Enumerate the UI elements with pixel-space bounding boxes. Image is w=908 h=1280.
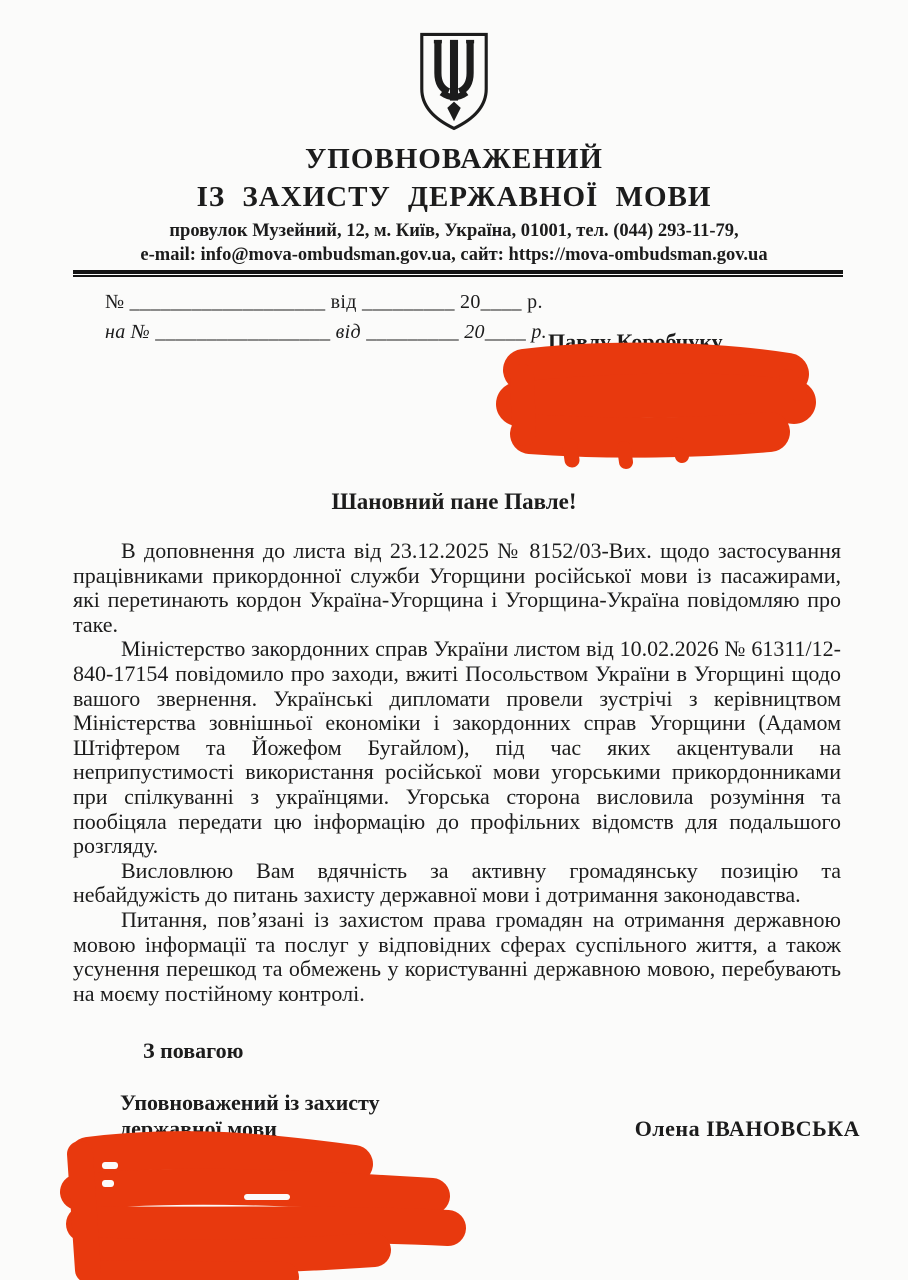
signer-title-line2: державної мови — [120, 1116, 277, 1142]
letterhead — [0, 0, 908, 267]
ukraine-trident-emblem-icon — [0, 30, 908, 137]
addressee-name: Павлу Коробчуку — [548, 329, 723, 354]
org-contacts-line: e-mail: info@mova-ombudsman.gov.ua, сайт: https://mova-ombudsman.gov.ua — [140, 245, 768, 265]
body-paragraph: В доповнення до листа від 23.12.2025 № 8152/03-Вих. щодо застосування працівниками прикордонної служби Угорщини російської мови із пасажирами, які перетинають кордон Україна-Угорщина і Угорщина-Україна повідомляю про таке. — [73, 538, 841, 637]
salutation: Шановний пане Павле! — [331, 489, 577, 514]
incoming-ref-line: на № _________________ від _________ 20____ р. — [105, 321, 547, 343]
body-paragraph: Міністерство закордонних справ України листом від 10.02.2026 № 61311/12-840-17154 повідомило про заходи, вжиті Посольством України в Угорщині щодо вашого звернення. Українські дипломати провели зустрічі з керівництвом Міністерства зовнішньої економіки і закордонних справ Угорщини (Адамом Штіфтером та Йожефом Бугайлом), під час яких акцентували на неприпустимості використання російської мови угорськими прикордонниками при спілкуванні з українцями. Угорська сторона висловила розуміння та пообіцяла передати цю інформацію до профільних відомств для подальшого розгляду. — [73, 636, 841, 859]
address-redaction-scribble — [492, 342, 822, 487]
body-paragraph: Висловлюю Вам вдячність за активну громадянську позицію та небайдужість до питань захисту державної мови і дотримання законодавства. — [73, 857, 841, 908]
signature-redaction-scribble — [44, 1130, 484, 1280]
letterhead-divider-rule — [73, 270, 843, 277]
outgoing-ref-line: № ___________________ від _________ 20____ р. — [105, 291, 543, 313]
signer-title-line1: Уповноважений із захисту — [120, 1090, 380, 1116]
org-address-line: провулок Музейний, 12, м. Київ, Україна, 01001, тел. (044) 293-11-79, — [169, 221, 739, 241]
signer-name: Олена ІВАНОВСЬКА — [634, 1116, 860, 1142]
org-title-line1: УПОВНОВАЖЕНИЙ — [304, 143, 603, 175]
org-title-line2: ІЗ ЗАХИСТУ ДЕРЖАВНОЇ МОВИ — [196, 181, 712, 213]
letter-body — [73, 539, 841, 1006]
reference-block — [105, 287, 908, 347]
valediction: З повагою — [143, 1038, 244, 1064]
body-paragraph: Питання, пов’язані із захистом права громадян на отримання державною мовою інформації та послуг у відповідних сферах суспільного життя, а також усунення перешкод та обмежень у користуванні державною мовою, перебувають на моєму постійному контролі. — [73, 906, 841, 1006]
